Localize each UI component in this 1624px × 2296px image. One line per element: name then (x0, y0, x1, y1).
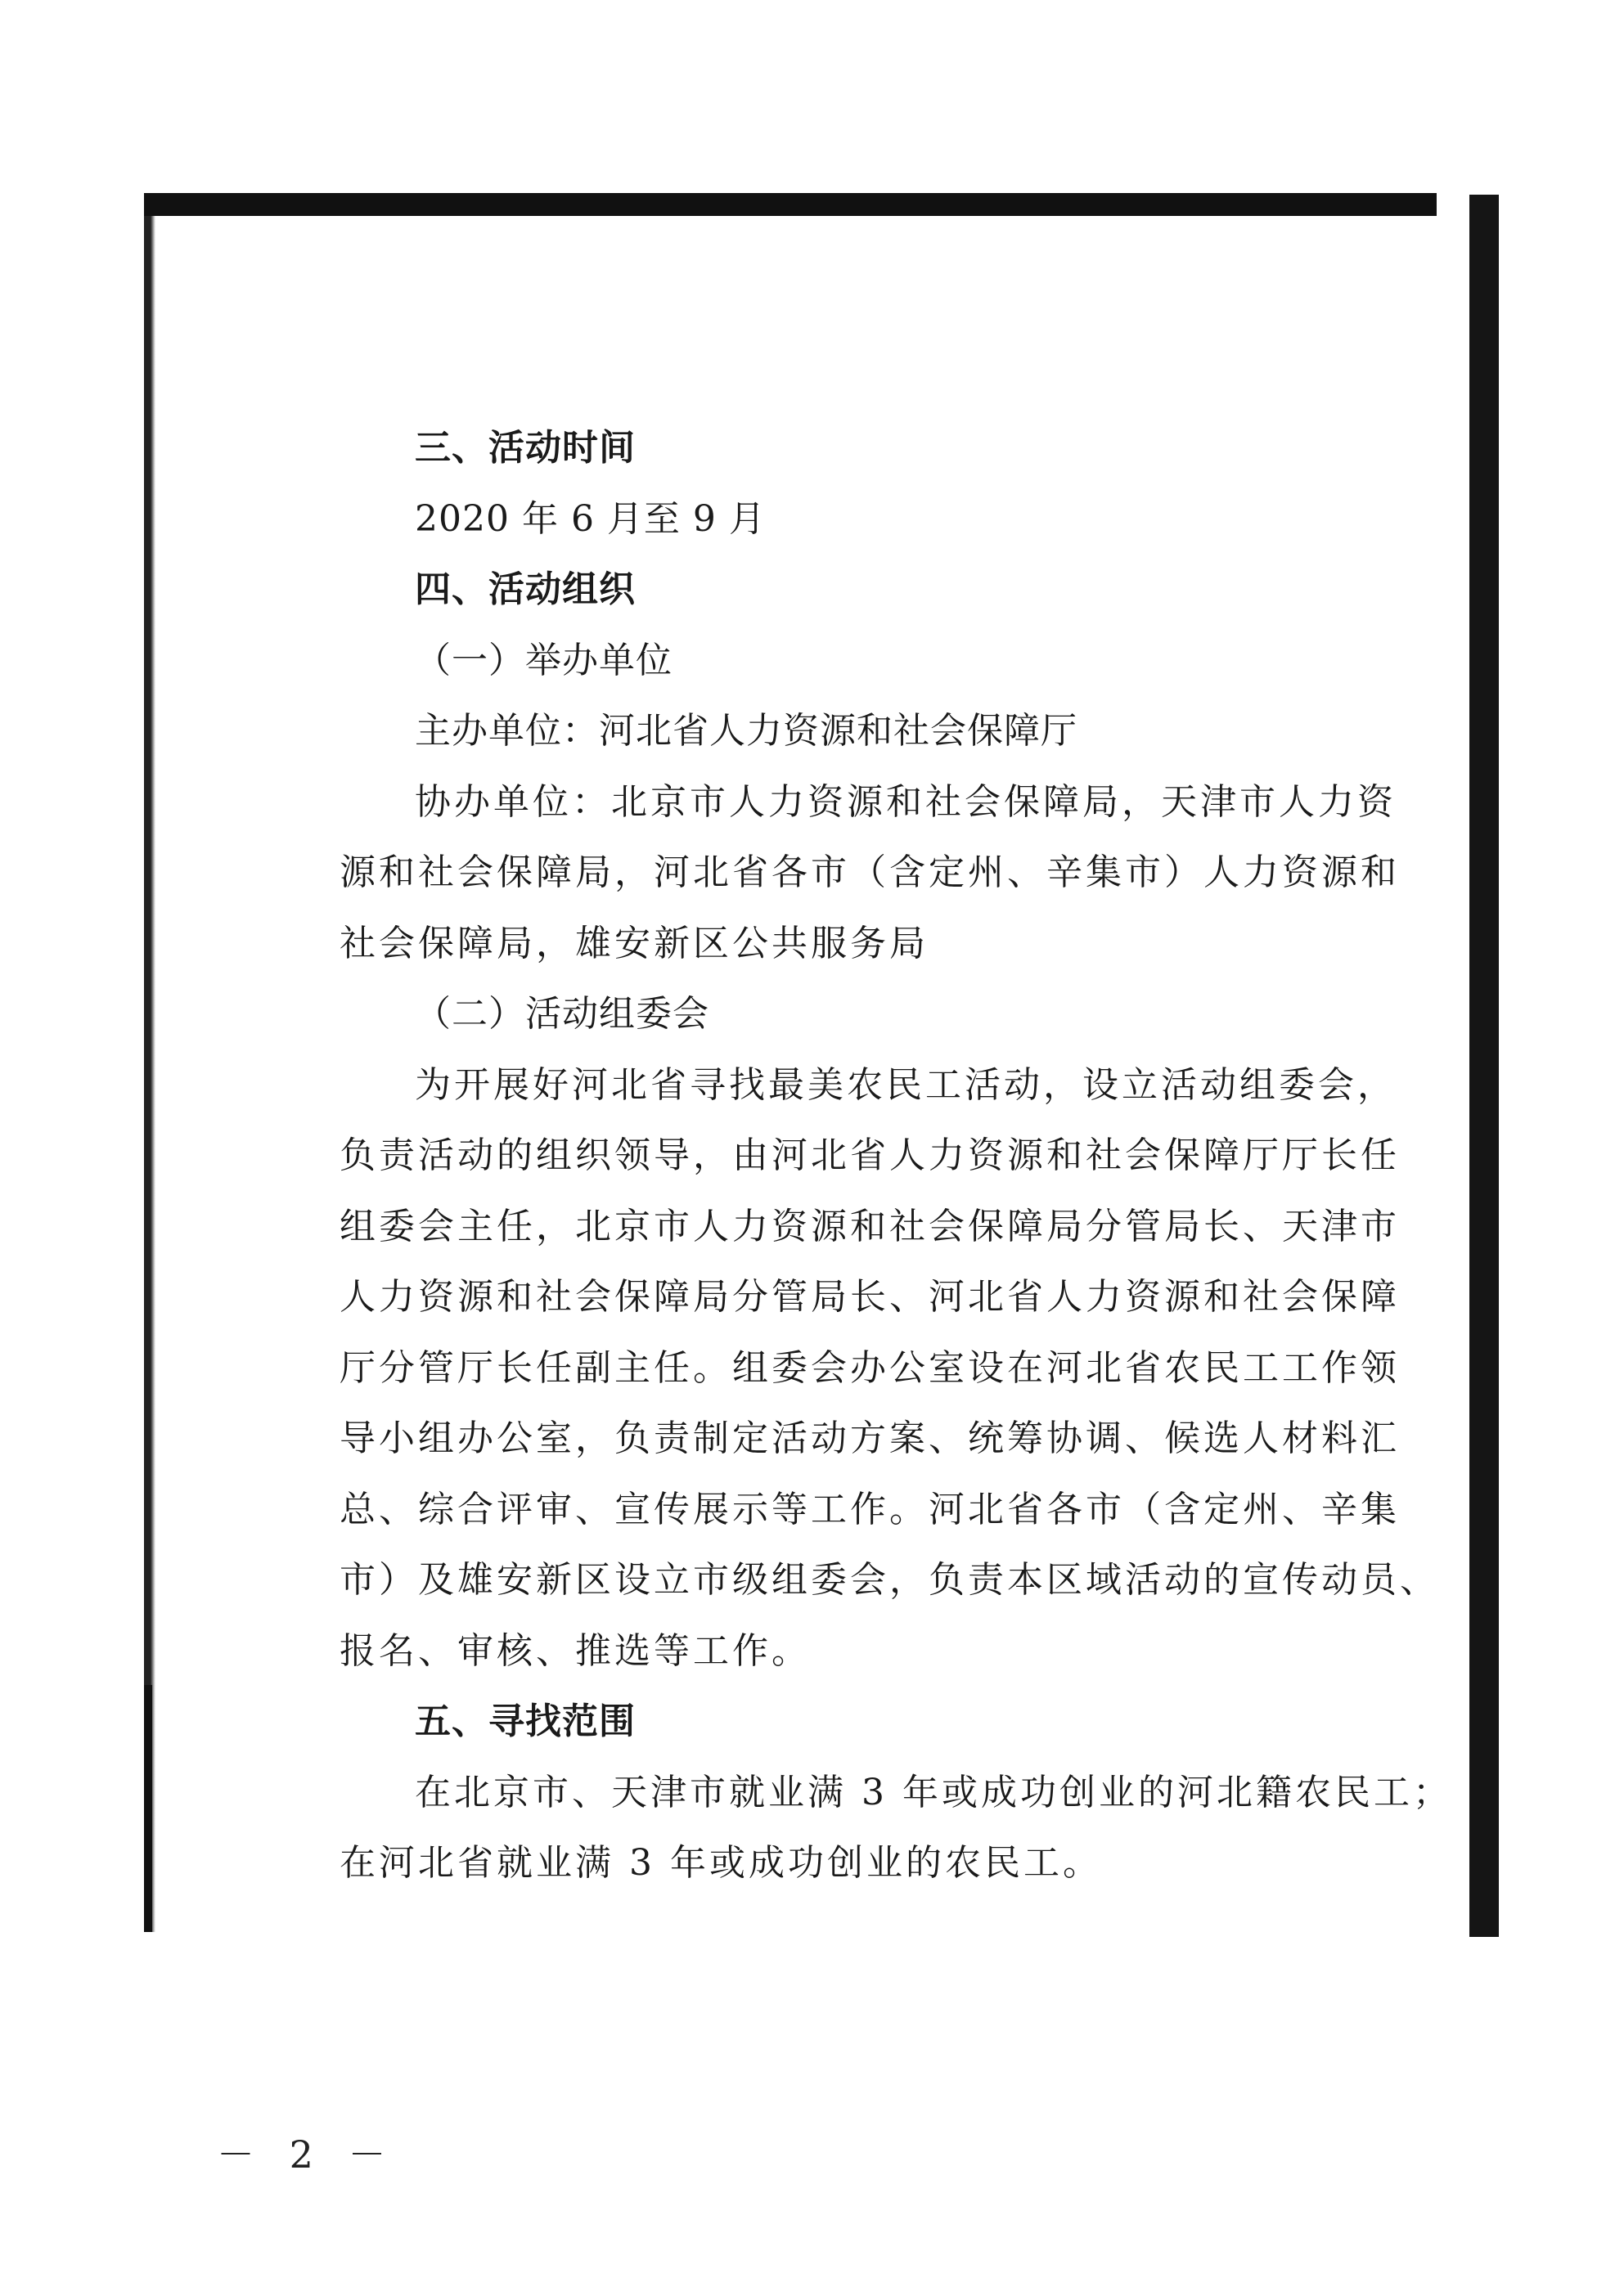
paragraph-line: 导小组办公室，负责制定活动方案、统筹协调、候选人材料汇 (340, 1418, 1400, 1459)
paragraph-line: 总、综合评审、宣传展示等工作。河北省各市（含定州、辛集 (340, 1488, 1400, 1530)
scan-border-left (144, 216, 169, 1932)
paragraph-line: 市）及雄安新区设立市级组委会，负责本区域活动的宣传动员、 (340, 1559, 1439, 1601)
paragraph-line: 社会保障局，雄安新区公共服务局 (340, 922, 929, 964)
section-heading-organization: 四、活动组织 (415, 568, 636, 610)
scan-border-left-dark (144, 1685, 152, 1932)
paragraph-line: 源和社会保障局，河北省各市（含定州、辛集市）人力资源和 (340, 851, 1400, 893)
paragraph-line: 为开展好河北省寻找最美农民工活动，设立活动组委会， (415, 1063, 1397, 1106)
activity-date: 2020 年 6 月至 9 月 (415, 497, 766, 540)
paragraph-line: 在河北省就业满 3 年或成功创业的农民工。 (340, 1842, 1102, 1884)
co-organizers-paragraph (340, 767, 1400, 980)
paragraph-line: 人力资源和社会保障局分管局长、河北省人力资源和社会保障 (340, 1276, 1400, 1318)
scan-border-right (1469, 195, 1499, 1937)
paragraph-line: 厅分管厅长任副主任。组委会办公室设在河北省农民工工作领 (340, 1346, 1400, 1389)
paragraph-line: 负责活动的组织领导，由河北省人力资源和社会保障厅厅长任 (340, 1135, 1400, 1176)
subheading-organizers: （一）举办单位 (415, 639, 673, 681)
section-heading-activity-time: 三、活动时间 (415, 427, 636, 469)
paragraph-line: 组委会主任，北京市人力资源和社会保障局分管局长、天津市 (340, 1205, 1400, 1247)
scope-paragraph (340, 1758, 1452, 1899)
host-unit: 主办单位：河北省人力资源和社会保障厅 (415, 710, 1077, 752)
document-body (340, 413, 1452, 1899)
paragraph-line: 报名、审核、推选等工作。 (340, 1629, 811, 1672)
scan-border-top (144, 193, 1437, 216)
committee-paragraph (340, 1050, 1439, 1687)
section-heading-scope: 五、寻找范围 (415, 1701, 636, 1742)
page-number: － 2 － (217, 2132, 398, 2177)
paragraph-line: 在北京市、天津市就业满 3 年或成功创业的河北籍农民工； (415, 1771, 1452, 1813)
paragraph-line: 协办单位：北京市人力资源和社会保障局，天津市人力资 (415, 780, 1397, 823)
subheading-committee: （二）活动组委会 (415, 993, 709, 1035)
